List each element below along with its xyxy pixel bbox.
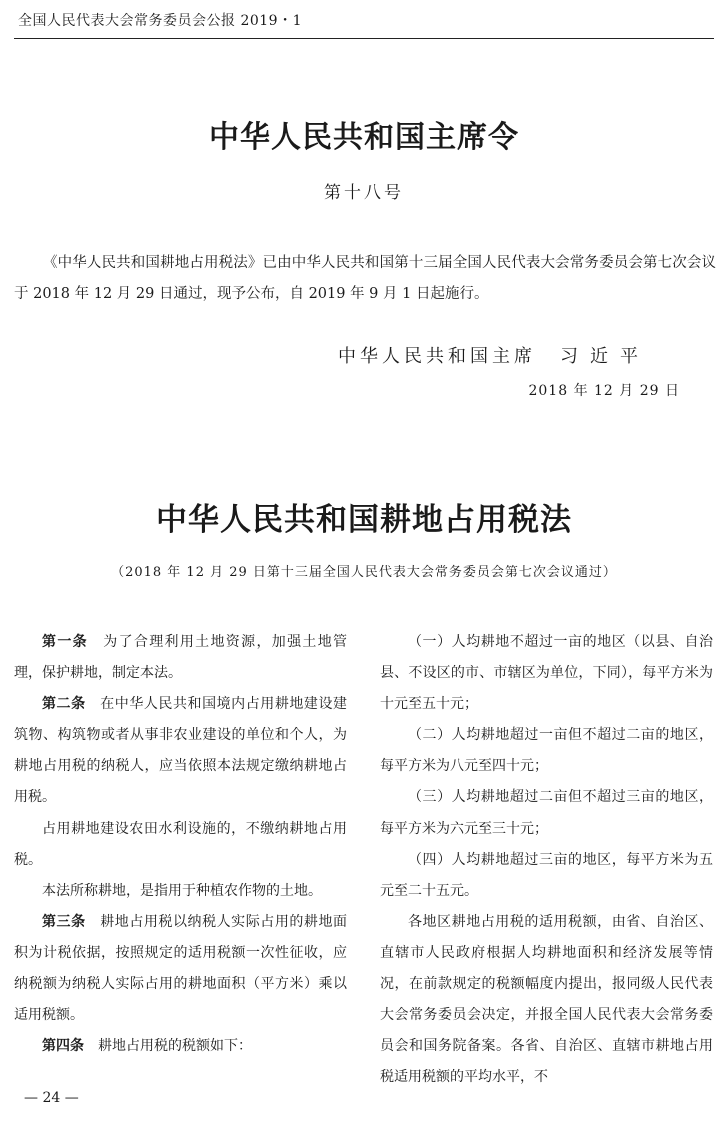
law-paragraph <box>14 627 347 689</box>
law-paragraph <box>380 627 713 720</box>
law-title: 中华人民共和国耕地占用税法 <box>156 502 572 538</box>
law-paragraph <box>14 876 347 907</box>
article-text: 耕地占用税的税额如下： <box>98 1038 252 1055</box>
law-paragraph <box>380 907 713 1094</box>
law-paragraph <box>14 1031 347 1062</box>
law-text-right-column <box>380 627 713 1093</box>
law-paragraph <box>380 720 713 782</box>
article-text: （四）人均耕地超过三亩的地区，每平方米为五元至二十五元。 <box>380 851 713 899</box>
law-paragraph <box>14 814 347 876</box>
law-paragraph <box>380 782 713 844</box>
law-paragraph <box>14 689 347 813</box>
article-text: （一）人均耕地不超过一亩的地区（以县、自治县、不设区的市、市辖区为单位，下同），每平方米为十元至五十元； <box>380 634 713 713</box>
article-text: 本法所称耕地，是指用于种植农作物的土地。 <box>42 882 322 899</box>
law-text-left-column <box>14 627 347 1062</box>
article-text: （三）人均耕地超过二亩但不超过三亩的地区，每平方米为六元至三十元； <box>380 789 713 837</box>
article-number: 第一条 <box>42 634 88 650</box>
article-number: 第四条 <box>42 1038 84 1055</box>
law-paragraph <box>14 907 347 1031</box>
signer-name: 习近平 <box>560 346 650 367</box>
running-header: 全国人民代表大会常务委员会公报 2019・1 <box>18 13 302 29</box>
article-text: 为了合理利用土地资源，加强土地管理，保护耕地，制定本法。 <box>14 634 348 682</box>
decree-body: 《中华人民共和国耕地占用税法》已由中华人民共和国第十三届全国人民代表大会常务委员会第七次会议于 2018 年 12 月 29 日通过，现予公布，自 2019 年 9 月 1 日起施行。 <box>14 255 716 302</box>
article-text: 耕地占用税以纳税人实际占用的耕地面积为计税依据，按照规定的适用税额一次性征收，应纳税额为纳税人实际占用的耕地面积（平方米）乘以适用税额。 <box>14 913 348 1024</box>
page-number: — 24 — <box>24 1090 79 1106</box>
law-paragraph <box>380 845 713 907</box>
article-text: 在中华人民共和国境内占用耕地建设建筑物、构筑物或者从事非农业建设的单位和个人，为耕地占用税的纳税人，应当依照本法规定缴纳耕地占用税。 <box>14 696 348 806</box>
article-text: 各地区耕地占用税的适用税额，由省、自治区、直辖市人民政府根据人均耕地面积和经济发展等情况，在前款规定的税额幅度内提出，报同级人民代表大会常务委员会决定，并报全国人民代表大会常务委员会和国务院备案。各省、自治区、直辖市耕地占用税适用税额的平均水平，不 <box>380 913 713 1086</box>
law-subtitle: （2018 年 12 月 29 日第十三届全国人民代表大会常务委员会第七次会议通过） <box>111 565 617 580</box>
decree-title: 中华人民共和国主席令 <box>209 120 519 155</box>
header-divider <box>14 38 714 39</box>
article-text: 占用耕地建设农田水利设施的，不缴纳耕地占用税。 <box>14 820 347 868</box>
decree-number: 第十八号 <box>324 183 404 203</box>
article-number: 第二条 <box>42 696 86 713</box>
decree-date: 2018 年 12 月 29 日 <box>528 383 680 399</box>
signer-title: 中华人民共和国主席 <box>338 346 536 367</box>
article-number: 第三条 <box>42 913 86 930</box>
decree-signature <box>338 342 650 368</box>
article-text: （二）人均耕地超过一亩但不超过二亩的地区，每平方米为八元至四十元； <box>380 727 713 775</box>
